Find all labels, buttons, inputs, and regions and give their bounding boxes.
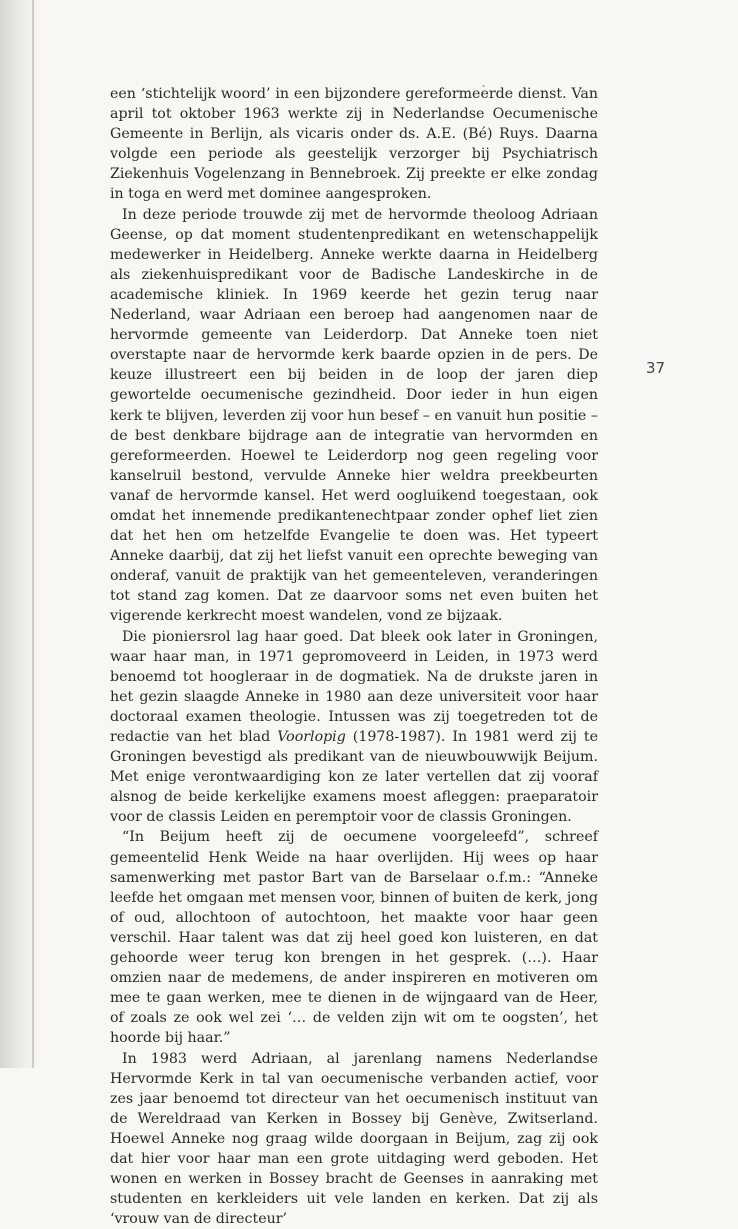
binding-shadow [0,0,40,1068]
journal-title: Voorlopig [277,729,346,745]
paragraph-2: In deze periode trouwde zij met de hervormde theoloog Adriaan Geense, op dat moment studentenpredikant en wetenschappelijk medewerker in Heidelberg. Anneke werkte daarna in Heidelberg als ziekenhuispredikant voor de Badische Landeskirche in de academische kliniek. In 1969 keerde het gezin terug naar Nederland, waar Adriaan een beroep had aangenomen naar de hervormde gemeente van Leiderdorp. Dat Anneke toen niet overstapte naar de hervormde kerk baarde opzien in de pers. De keuze illustreert een bij beiden in de loop der jaren diep gewortelde oecumenische gezindheid. Door ieder in hun eigen kerk te blijven, leverden zij voor hun besef – en vanuit hun positie – de best denkbare bijdrage aan de integratie van hervormden en gereformeerden. Hoewel te Leiderdorp nog geen regeling voor kanselruil bestond, vervulde Anneke hier weldra preekbeurten vanaf de hervormde kansel. Het werd oogluikend toegestaan, ook omdat het innemende predikantenechtpaar zonder ophef liet zien dat het hen om hetzelfde Evangelie te doen was. Het typeert Anneke daarbij, dat zij het liefst vanuit een oprechte beweging van onderaf, vanuit de praktijk van het gemeenteleven, veranderingen tot stand zag komen. Dat ze daarvoor soms net even buiten het vigerende kerkrecht moest wandelen, vond ze bijzaak. [110,205,598,627]
paragraph-1: een ‘stichtelijk woord’ in een bijzondere gereformeerde dienst. Van april tot oktober 1963 werkte zij in Nederlandse Oecumenische Gemeente in Berlijn, als vicaris onder ds. A.E. (Bé) Ruys. Daarna volgde een periode als geestelijk verzorger bij Psychiatrisch Ziekenhuis Vogelenzang in Bennebroek. Zij preekte er elke zondag in toga en werd met dominee aangesproken. [110,84,598,205]
binding-edge [32,0,34,1068]
paragraph-3-text: Die pioniersrol lag haar goed. Dat bleek ook later in Groningen, waar haar man, in 1971 gepromoveerd in Leiden, in 1973 werd benoemd tot hoogleraar in de dogmatiek. Na de drukste jaren in het gezin slaagde Anneke in 1980 aan deze universiteit voor haar doctoraal examen theologie. Intussen was zij toegetreden tot de redactie van het blad [110,629,598,745]
paragraph-4: “In Beijum heeft zij de oecumene voorgeleefd”, schreef gemeentelid Henk Weide na haar overlijden. Hij wees op haar samenwerking met pastor Bart van de Barselaar o.f.m.: “Anneke leefde het omgaan met mensen voor, binnen of buiten de kerk, jong of oud, allochtoon of autochtoon, het maakte voor haar geen verschil. Haar talent was dat zij heel goed kon luisteren, en dat gehoorde weer terug kon brengen in het gesprek. (…). Haar omzien naar de medemens, de ander inspireren en motiveren om mee te gaan werken, mee te dienen in de wijngaard van de Heer, of zoals ze ook wel zei ‘… de velden zijn wit om te oogsten’, het hoorde bij haar.” [110,827,598,1048]
body-text [110,84,598,1229]
paragraph-3 [110,627,598,828]
paragraph-5: In 1983 werd Adriaan, al jarenlang namens Nederlandse Hervormde Kerk in tal van oecumenische verbanden actief, voor zes jaar benoemd tot directeur van het oecumenisch instituut van de Wereldraad van Kerken in Bossey bij Genève, Zwitserland. Hoewel Anneke nog graag wilde doorgaan in Beijum, zag zij ook dat hier voor haar man een grote uitdaging werd geboden. Het wonen en werken in Bossey bracht de Geenses in aanraking met studenten en kerkleiders uit vele landen en kerken. Dat zij als ‘vrouw van de directeur’ [110,1049,598,1229]
paragraph-3-rest: (1978-1987). In 1981 werd zij te Groningen bevestigd als predikant van de nieuwbouwwijk Beijum. Met enige verontwaardiging kon ze later vertellen dat zij vooraf alsnog de beide kerkelijke examens moest afleggen: praeparatoir voor de classis Leiden en peremptoir voor de classis Groningen. [110,729,598,825]
page-number: 37 [646,359,665,377]
